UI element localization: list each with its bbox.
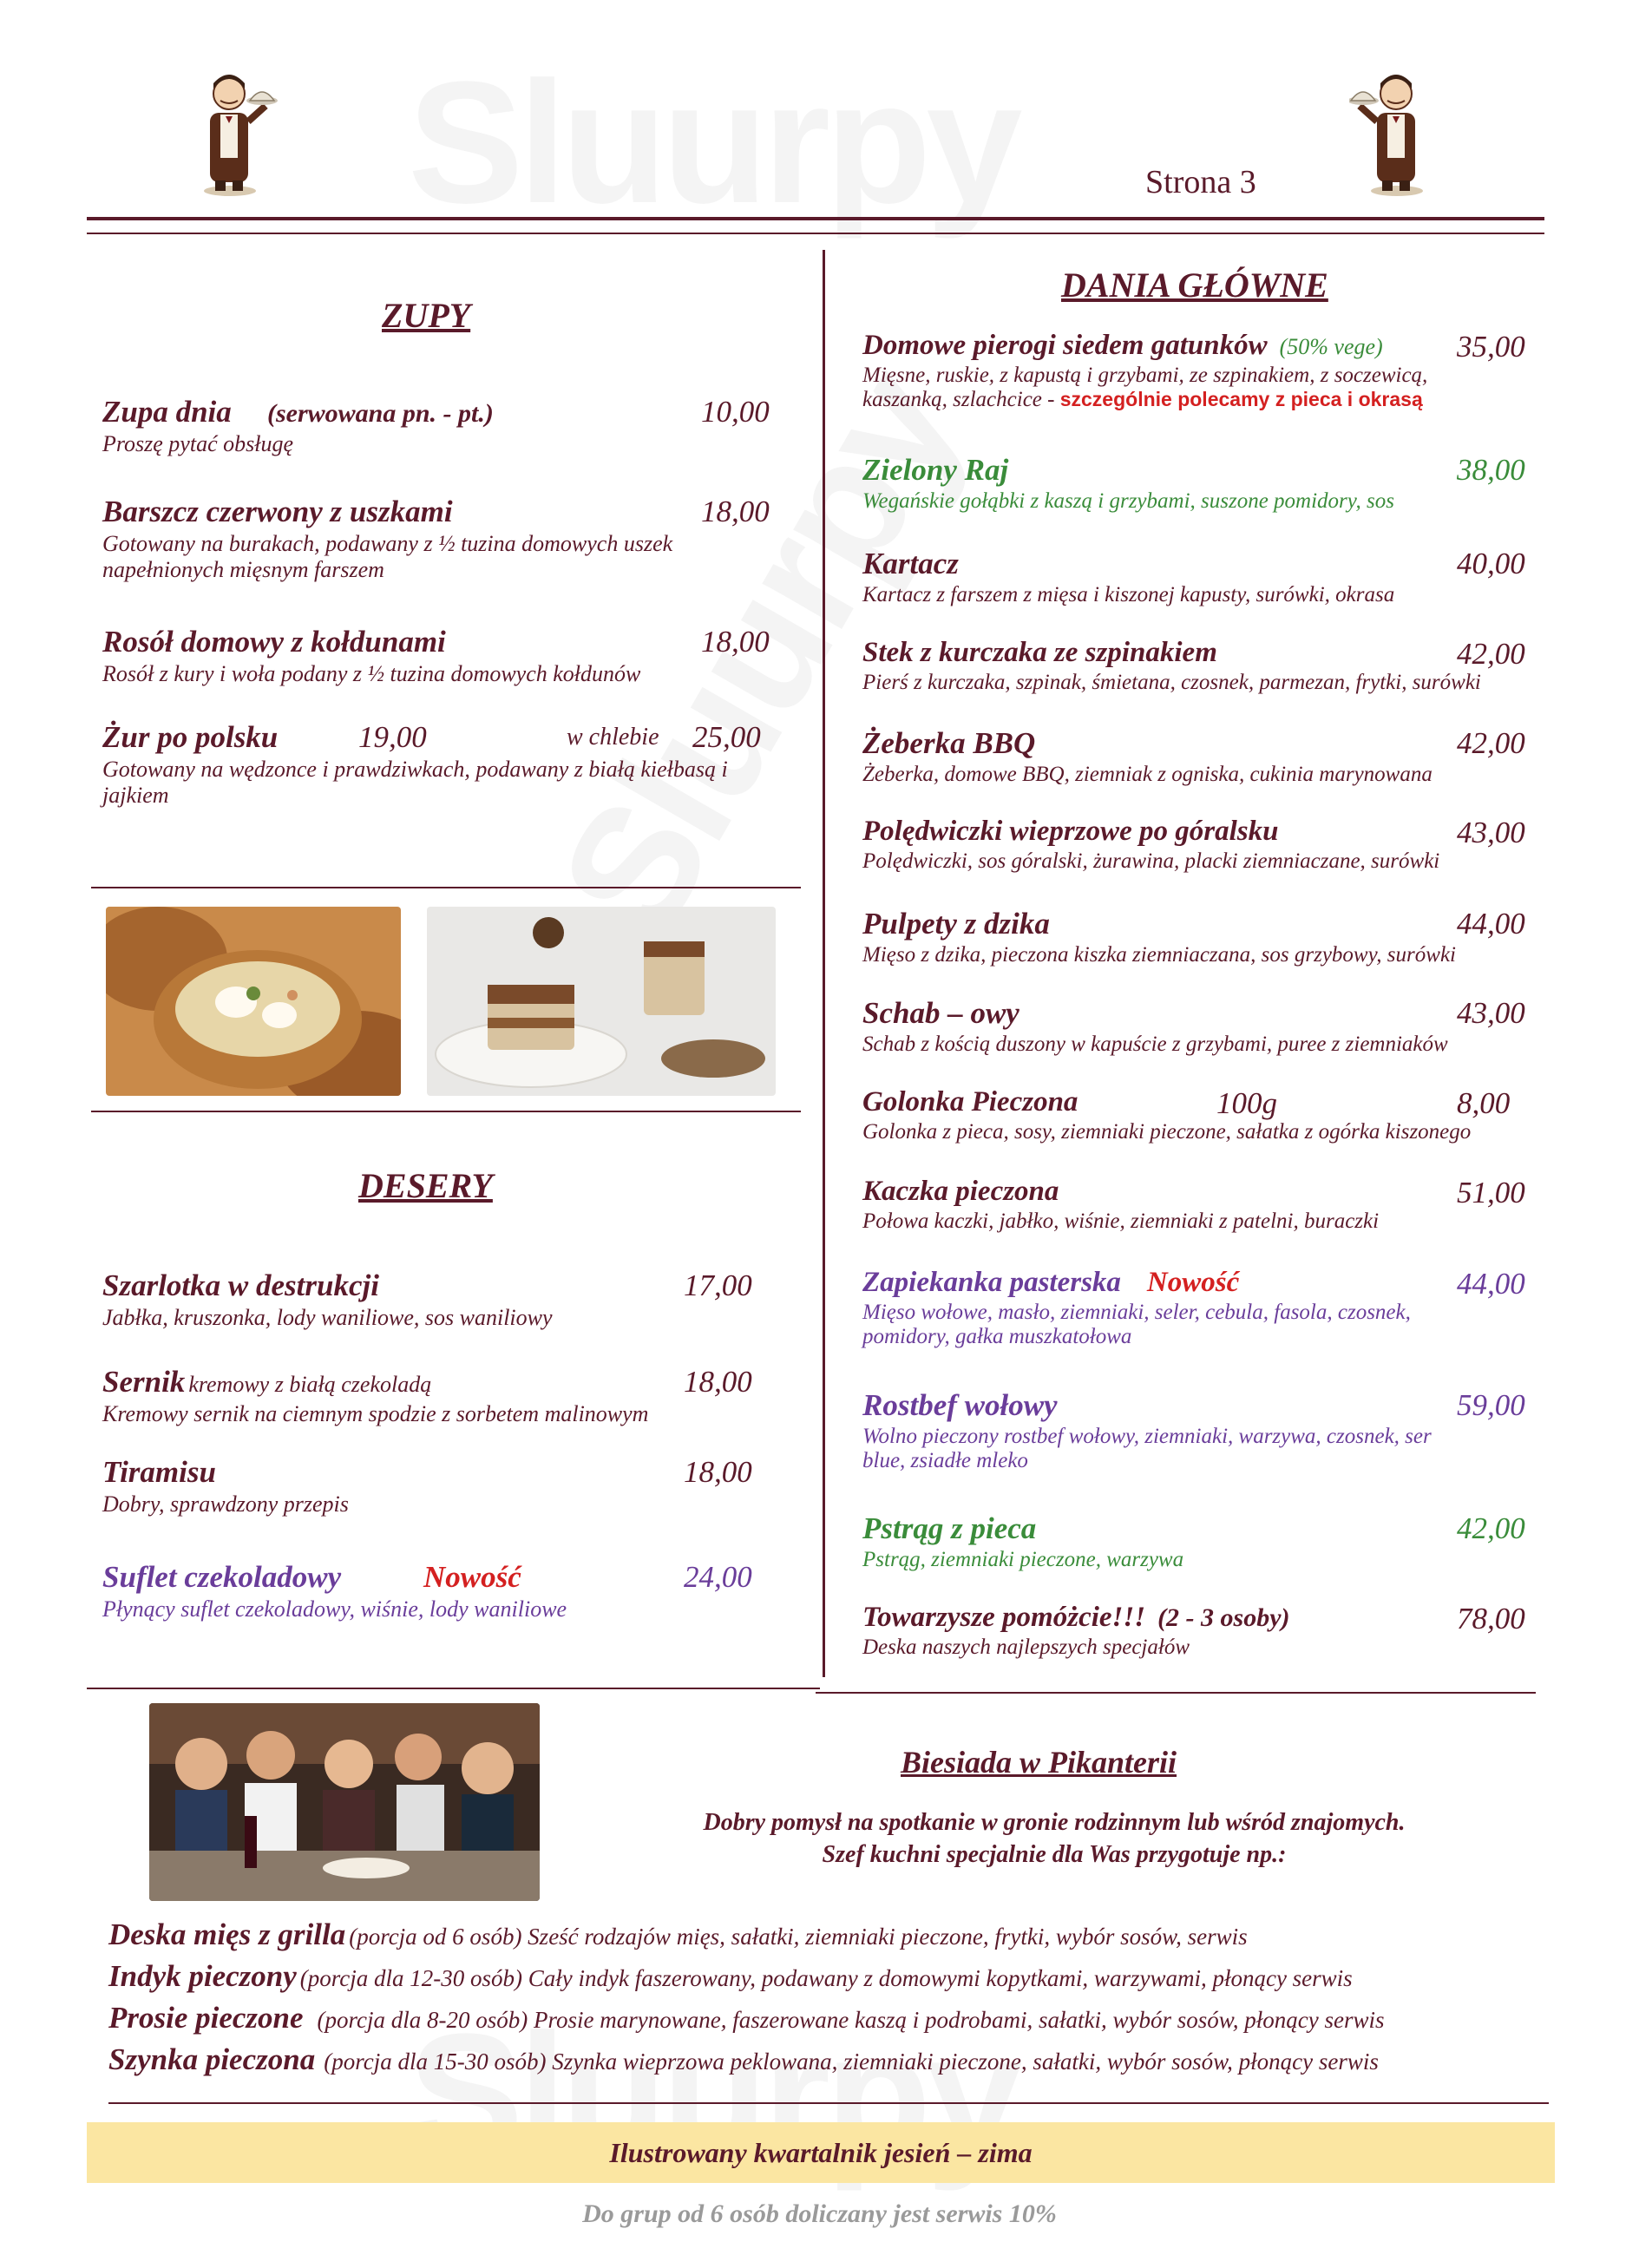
feast-intro: [573, 1806, 1536, 1871]
dessert-item: [102, 1455, 779, 1517]
soup-item: [102, 495, 779, 583]
main-dish-tag: (50% vege): [1279, 334, 1383, 359]
feast-title: Biesiada w Pikanterii: [901, 1745, 1177, 1780]
soup-desc: Proszę pytać obsługę: [102, 431, 293, 456]
soups-title: ZUPY: [382, 296, 471, 335]
soup-desc: Gotowany na burakach, podawany z ½ tuzina domowych uszek: [102, 531, 673, 556]
main-dish-weight: 100g: [1216, 1086, 1277, 1120]
main-dish-desc: [862, 1032, 1548, 1057]
mains-rule-bottom: [816, 1692, 1536, 1694]
main-dish-desc: [862, 1449, 1548, 1473]
main-dish-desc-text: Wegańskie gołąbki z kaszą i grzybami, suszone pomidory, sos: [862, 489, 1394, 513]
main-dish-price: 42,00: [1457, 1511, 1525, 1545]
dessert-name: Szarlotka w destrukcji: [102, 1268, 379, 1302]
main-dish-name: Domowe pierogi siedem gatunków: [862, 330, 1268, 361]
main-dish-item: [862, 1602, 1548, 1660]
main-dish-desc: [862, 364, 1548, 388]
main-dish-desc-text: Pierś z kurczaka, szpinak, śmietana, czosnek, parmezan, frytki, surówki: [862, 671, 1481, 694]
main-dish-desc-text: Wolno pieczony rostbef wołowy, ziemniaki, warzywa, czosnek, ser: [862, 1425, 1432, 1448]
feast-list: [108, 1917, 1566, 2084]
main-dish-price: 59,00: [1457, 1388, 1525, 1422]
feast-intro-line: Dobry pomysł na spotkanie w gronie rodzinnym lub wśród znajomych.: [703, 1809, 1406, 1836]
dessert-name-note: kremowy z białą czekoladą: [188, 1372, 432, 1397]
soup-desc: Gotowany na wędzonce i prawdziwkach, podawany z białą kiełbasą i: [102, 757, 728, 782]
new-badge: Nowość: [1146, 1267, 1240, 1298]
main-dish-name: Żeberka BBQ: [862, 726, 1036, 760]
soup-price: 10,00: [701, 395, 770, 429]
main-dish-item: [862, 547, 1548, 607]
main-dish-desc-text: kaszanką, szlachcice -: [862, 388, 1060, 411]
footer-band: [87, 2122, 1555, 2183]
main-dish-desc-text: Schab z kością duszony w kapuście z grzybami, puree z ziemniaków: [862, 1032, 1448, 1056]
main-dish-item: [862, 907, 1548, 967]
main-dish-desc-text: Żeberka, domowe BBQ, ziemniak z ogniska, cukinia marynowana: [862, 763, 1432, 786]
dessert-price: 18,00: [684, 1365, 752, 1399]
soup-bread-bowl-photo: [106, 907, 401, 1096]
feast-rule: [108, 2102, 1549, 2104]
main-dish-tag: (2 - 3 osoby): [1157, 1603, 1290, 1632]
main-dish-name: Golonka Pieczona: [862, 1086, 1078, 1118]
main-dish-desc: [862, 489, 1548, 514]
soups-rule: [91, 887, 801, 888]
header-rule-top: [87, 217, 1544, 220]
footer-band-text: Ilustrowany kwartalnik jesień – zima: [609, 2136, 1033, 2168]
feast-name: Prosie pieczone: [108, 2001, 304, 2035]
service-note: Do grup od 6 osób doliczany jest serwis 10%: [582, 2199, 1057, 2228]
new-badge: Nowość: [423, 1560, 521, 1594]
dessert-price: 18,00: [684, 1455, 752, 1489]
main-dish-item: [862, 1511, 1548, 1572]
page-number: Strona 3: [1145, 164, 1256, 200]
main-dish-name: Zapiekanka pasterska: [862, 1267, 1121, 1298]
desserts-rule-top: [91, 1111, 801, 1112]
feast-name: Szynka pieczona: [108, 2042, 316, 2076]
main-dish-price: 8,00: [1457, 1086, 1511, 1120]
watermark-top: [408, 43, 1018, 243]
soup-price: 19,00: [358, 720, 427, 754]
tiramisu-photo: [427, 907, 776, 1096]
feast-item: [108, 2001, 1566, 2042]
main-dish-item: [862, 726, 1548, 787]
main-dish-desc-text: Golonka z pieca, sosy, ziemniaki pieczone, sałatka z ogórka kiszonego: [862, 1120, 1472, 1144]
dessert-name: Sernik: [102, 1365, 186, 1399]
main-dish-price: 44,00: [1457, 1267, 1525, 1301]
main-dish-desc-text: pomidory, gałka muszkatołowa: [862, 1325, 1132, 1348]
main-dish-item: [862, 330, 1548, 412]
dessert-item: [102, 1268, 779, 1331]
main-dish-desc: [862, 1548, 1548, 1572]
soup-name: Żur po polsku: [102, 720, 279, 754]
main-dish-item: [862, 1267, 1548, 1349]
main-dish-desc: [862, 583, 1548, 607]
main-dish-desc: [862, 849, 1548, 874]
dessert-item: [102, 1365, 779, 1427]
main-dish-name: Pulpety z dzika: [862, 907, 1050, 941]
main-dish-item: [862, 996, 1548, 1057]
dessert-desc: Kremowy sernik na ciemnym spodzie z sorbetem malinowym: [102, 1401, 649, 1426]
main-dish-desc: [862, 1120, 1548, 1144]
main-dish-price: 44,00: [1457, 907, 1525, 941]
dessert-desc: Jabłka, kruszonka, lody waniliowe, sos waniliowy: [102, 1305, 553, 1330]
soup-price: 18,00: [701, 625, 770, 659]
soup-item: [102, 720, 797, 809]
main-dish-price: 42,00: [1457, 637, 1525, 671]
soup-name: Rosół domowy z kołdunami: [102, 625, 446, 659]
main-dish-desc-text: Deska naszych najlepszych specjałów: [862, 1635, 1190, 1659]
feast-desc: (porcja dla 15-30 osób) Szynka wieprzowa peklowana, ziemniaki pieczone, sałatki, wybór sosów, płonący serwis: [324, 2048, 1379, 2075]
main-dish-desc-text: Połowa kaczki, jabłko, wiśnie, ziemniaki z patelni, buraczki: [862, 1209, 1380, 1233]
main-dish-name: Rostbef wołowy: [862, 1388, 1058, 1422]
soup-note: (serwowana pn. - pt.): [267, 399, 494, 428]
main-dish-name: Stek z kurczaka ze szpinakiem: [862, 637, 1217, 668]
waiter-illustration-right: [1349, 61, 1445, 200]
recommendation-highlight: szczególnie polecamy z pieca i okrasą: [1059, 388, 1423, 410]
dessert-desc: Dobry, sprawdzony przepis: [102, 1491, 349, 1517]
soup-extra: w chlebie: [567, 724, 659, 751]
feast-item: [108, 1959, 1566, 2001]
dessert-name: Tiramisu: [102, 1455, 216, 1489]
main-dish-desc: [862, 671, 1548, 695]
main-dish-item: [862, 637, 1548, 695]
column-divider: [823, 250, 825, 1677]
main-dish-item: [862, 1086, 1548, 1144]
soup-name: Barszcz czerwony z uszkami: [102, 495, 453, 528]
main-dish-desc: [862, 763, 1548, 787]
main-dish-price: 78,00: [1457, 1602, 1525, 1635]
main-dish-price: 43,00: [1457, 816, 1525, 849]
soup-item: [102, 625, 779, 687]
dessert-desc: Płynący suflet czekoladowy, wiśnie, lody waniliowe: [102, 1596, 567, 1622]
soup-item: [102, 395, 779, 457]
header-rule-bottom: [87, 233, 1544, 234]
main-dish-item: [862, 453, 1548, 514]
main-dish-price: 43,00: [1457, 996, 1525, 1030]
soup-desc: jajkiem: [102, 783, 169, 808]
feast-name: Deska mięs z grilla: [108, 1917, 346, 1951]
feast-desc: (porcja dla 12-30 osób) Cały indyk faszerowany, podawany z domowymi kopytkami, warzywami, płonący serwis: [299, 1965, 1353, 1991]
main-dish-name: Polędwiczki wieprzowe po góralsku: [862, 816, 1279, 847]
feast-item: [108, 1917, 1566, 1959]
main-dish-price: 40,00: [1457, 547, 1525, 580]
main-dish-name: Schab – owy: [862, 996, 1019, 1030]
soup-name: Zupa dnia: [102, 395, 232, 429]
main-dish-desc-text: Mięso z dzika, pieczona kiszka ziemniaczana, sos grzybowy, surówki: [862, 943, 1456, 967]
main-dish-name: Kaczka pieczona: [862, 1176, 1059, 1207]
soup-desc: Rosół z kury i woła podany z ½ tuzina domowych kołdunów: [102, 661, 641, 686]
main-dish-desc: [862, 1209, 1548, 1234]
main-dish-desc: [862, 388, 1548, 412]
mains-title: DANIA GŁÓWNE: [1061, 265, 1328, 305]
main-dish-desc: [862, 1301, 1548, 1325]
soup-desc: napełnionych mięsnym farszem: [102, 557, 384, 582]
main-dish-name: Zielony Raj: [862, 453, 1009, 487]
main-dish-desc-text: Pstrąg, ziemniaki pieczone, warzywa: [862, 1548, 1184, 1571]
main-dish-desc-text: Mięso wołowe, masło, ziemniaki, seler, cebula, fasola, czosnek,: [862, 1301, 1411, 1324]
soup-price-alt: 25,00: [692, 720, 761, 754]
dessert-name: Suflet czekoladowy: [102, 1560, 342, 1594]
soup-price: 18,00: [701, 495, 770, 528]
main-dish-name: Kartacz: [862, 547, 959, 580]
main-dish-price: 42,00: [1457, 726, 1525, 760]
section-rule: [87, 1688, 820, 1689]
main-dish-item: [862, 1176, 1548, 1234]
feast-desc: (porcja od 6 osób) Sześć rodzajów mięs, sałatki, ziemniaki pieczone, frytki, wybór sosów, serwis: [349, 1924, 1248, 1950]
feast-intro-line: Szef kuchni specjalnie dla Was przygotuje np.:: [822, 1841, 1287, 1868]
dessert-item: [102, 1560, 779, 1622]
main-dish-price: 38,00: [1457, 453, 1525, 487]
main-dish-item: [862, 816, 1548, 874]
dessert-price: 17,00: [684, 1268, 752, 1302]
feast-desc: (porcja dla 8-20 osób) Prosie marynowane, faszerowane kaszą i podrobami, sałatki, wybór sosów, płonący serwis: [317, 2007, 1385, 2033]
dessert-price: 24,00: [684, 1560, 752, 1594]
main-dish-desc-text: Polędwiczki, sos góralski, żurawina, placki ziemniaczane, surówki: [862, 849, 1440, 873]
main-dish-desc: [862, 1425, 1548, 1449]
waiter-illustration-left: [182, 61, 278, 200]
main-dish-price: 35,00: [1457, 330, 1525, 364]
feast-item: [108, 2042, 1566, 2084]
main-dish-desc: [862, 1325, 1548, 1349]
main-dish-price: 51,00: [1457, 1176, 1525, 1209]
main-dish-name: Towarzysze pomóżcie!!!: [862, 1602, 1146, 1633]
main-dish-desc: [862, 943, 1548, 967]
main-dish-desc-text: Kartacz z farszem z mięsa i kiszonej kapusty, surówki, okrasa: [862, 583, 1395, 606]
feast-name: Indyk pieczony: [108, 1959, 297, 1993]
main-dish-desc-text: blue, zsiadłe mleko: [862, 1449, 1028, 1472]
desserts-title: DESERY: [358, 1166, 493, 1205]
main-dish-item: [862, 1388, 1548, 1473]
main-dish-desc: [862, 1635, 1548, 1660]
main-dish-desc-text: Mięsne, ruskie, z kapustą i grzybami, ze szpinakiem, z soczewicą,: [862, 364, 1428, 387]
main-dish-name: Pstrąg z pieca: [862, 1511, 1037, 1545]
group-dinner-photo: [149, 1703, 540, 1901]
